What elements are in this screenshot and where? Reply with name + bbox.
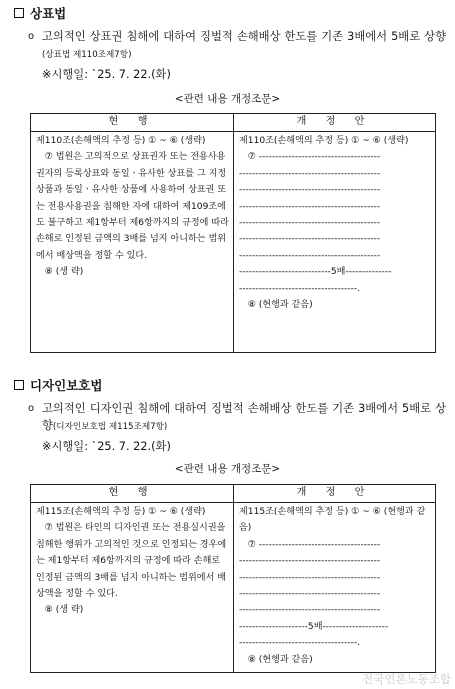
table-header-row — [31, 114, 436, 132]
summary-bullet — [28, 28, 446, 64]
summary-reference: (디자인보호법 제115조제7항) — [52, 422, 168, 432]
current-provision-cell — [31, 132, 234, 353]
table-caption: <관련 내용 개정조문> — [174, 463, 281, 475]
table-header-row — [31, 485, 436, 503]
effective-date: ※시행일: `25. 7. 22.(화) — [42, 68, 171, 81]
effective-date: ※시행일: `25. 7. 22.(화) — [42, 440, 171, 453]
table-caption: <관련 내용 개정조문> — [174, 93, 281, 105]
amendment-comparison-table — [30, 484, 436, 673]
summary-bullet — [28, 400, 446, 436]
summary-text: 고의적인 상표권 침해에 대하여 징벌적 손해배상 한도를 기존 3배에서 5배로 상향 — [42, 30, 446, 43]
section-title-text: 상표법 — [30, 6, 67, 21]
current-provision-text: 제115조(손해액의 추정 등) ① ~ ⑥ (생략) ⑦ 법원은 타인의 디자인권 또는 전용실시권을 침해한 행위가 고의적인 것으로 인정되는 경우에는 제1항부터 제6항까지의 규정에 따라 손해로 인정된 금액의 3배를 넘지 아니하는 범위에서 배상액을 정할 수 있다. ⑧ (생 략) — [36, 507, 227, 616]
section-title-text: 디자인보호법 — [30, 378, 103, 393]
amended-provision-text: 제110조(손해액의 추정 등) ① ~ ⑥ (생략) ⑦ ------------------------------------- ------------------------------------------- ------------------------------------------- ------------------------------------------- ------------------------------------------- ------------------------------------------- ------------------------------------------- ----------------------------5배-------------- ------------------------------------. ⑧ (현행과 같음) — [239, 136, 409, 311]
current-provision-cell — [31, 503, 234, 673]
amended-provision-text: 제115조(손해액의 추정 등) ① ~ ⑥ (현행과 같음) ⑦ ------------------------------------- ------------------------------------------- ------------------------------------------- ------------------------------------------- ------------------------------------------- ---------------------5배-------------------- ------------------------------------. ⑧ (현행과 같음) — [239, 507, 426, 665]
amended-provision-cell — [234, 132, 436, 353]
watermark: 전국언론노동조합 — [362, 672, 451, 686]
summary-text: 고의적인 디자인권 침해에 대하여 징벌적 손해배상 한도를 기존 3배에서 5배로 상향 — [42, 402, 446, 432]
amended-provision-cell — [234, 503, 436, 673]
summary-reference: (상표법 제110조제7항) — [42, 50, 132, 60]
header-current: 현 행 — [31, 114, 234, 132]
circle-bullet-icon: o — [28, 403, 35, 414]
header-amended: 개 정 안 — [234, 114, 436, 132]
amendment-comparison-table — [30, 113, 436, 353]
current-provision-text: 제110조(손해액의 추정 등) ① ~ ⑥ (생략) ⑦ 법원은 고의적으로 상표권자 또는 전용사용권자의 등록상표와 동일ㆍ유사한 상표를 그 지정상품과 동일ㆍ유사한 상품에 사용하여 상표권 또는 전용사용권을 침해한 자에 대하여 제109조에도 불구하고 제1항부터 제6항까지의 규정에 따라 손해로 인정된 금액의 3배를 넘지 아니하는 범위에서 배상액을 정할 수 있다. ⑧ (생 략) — [36, 136, 229, 278]
table-row — [31, 503, 436, 673]
square-bullet-icon — [14, 8, 24, 18]
square-bullet-icon — [14, 380, 24, 390]
header-current: 현 행 — [31, 485, 234, 503]
section-title-design — [14, 376, 102, 394]
table-row — [31, 132, 436, 353]
header-amended: 개 정 안 — [234, 485, 436, 503]
section-title-trademark — [14, 4, 66, 22]
circle-bullet-icon: o — [28, 31, 35, 42]
